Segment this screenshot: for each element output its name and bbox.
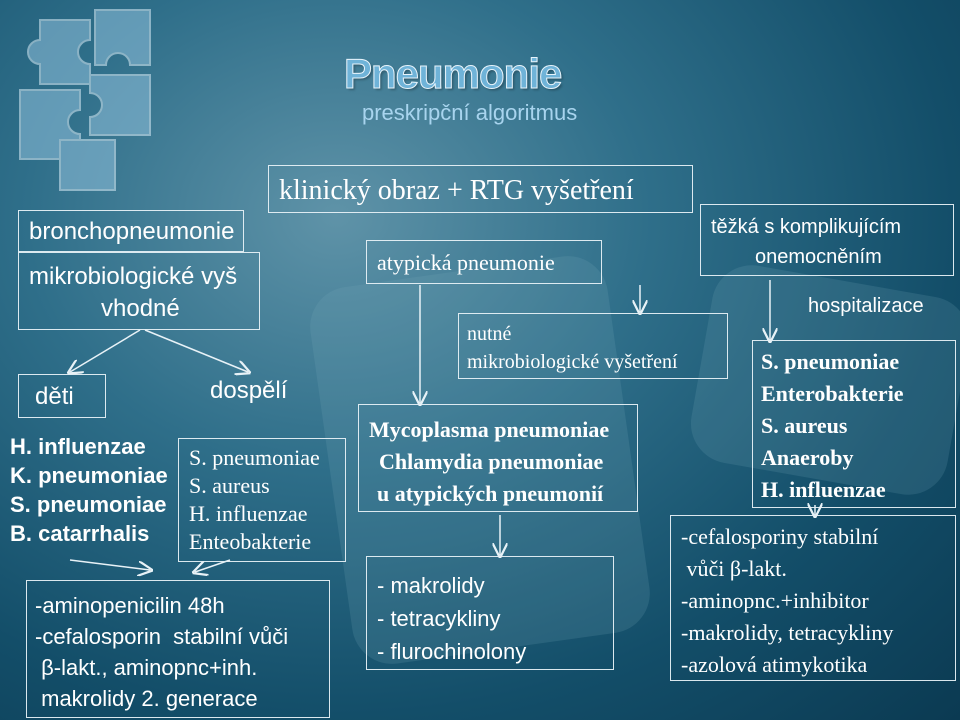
micro-exam-line1: mikrobiologické vyš [29,263,238,290]
micro-required-line2: mikrobiologické vyšetření [467,351,678,373]
micro-required-box [458,313,728,379]
children-pathogen: B. catarrhalis [10,521,150,546]
atypical-pathogen: Mycoplasma pneumoniae [369,417,610,442]
adult-pathogen: S. pneumoniae [189,445,320,470]
left-treatment-item: -cefalosporin stabilní vůči [35,624,289,649]
severe-box [700,204,954,276]
clinical-header-text: klinický obraz + RTG vyšetření [279,175,634,206]
severe-treatment-item: -azolová atimykotika [681,652,868,677]
page-subtitle: preskripční algoritmus [362,100,578,125]
children-box [18,374,106,418]
atypical-treatment-item: - flurochinolony [377,639,527,664]
micro-exam-line2: vhodné [101,295,180,322]
puzzle-logo-icon [0,0,200,200]
severe-treatment-item: -makrolidy, tetracykliny [681,620,894,645]
severe-treatment-item: -aminopnc.+inhibitor [681,588,869,613]
adult-pathogen: H. influenzae [189,501,308,526]
left-treatment-item: makrolidy 2. generace [35,686,258,711]
severe-pathogen: S. aureus [761,413,848,438]
left-treatment-item: -aminopenicilin 48h [35,593,225,618]
atypical-treatment-item: - makrolidy [377,573,485,598]
atypical-label: atypická pneumonie [377,250,555,275]
severe-pathogens-box [752,340,956,508]
atypical-pathogen: u atypických pneumonií [377,481,604,506]
adults-label: dospělí [210,377,288,404]
children-pathogen: K. pneumoniae [10,463,168,488]
micro-required-line1: nutné [467,323,512,345]
atypical-treatment-item: - tetracykliny [377,606,501,631]
children-label: děti [35,383,74,410]
atypical-treatment-box [366,556,614,670]
adult-pathogens-box [178,438,346,562]
page-title: Pneumonie [344,50,562,97]
severe-pathogen: Enterobakterie [761,381,904,406]
severe-pathogen: S. pneumoniae [761,349,900,374]
severe-pathogen: H. influenzae [761,477,886,502]
severe-treatment-item: -cefalosporiny stabilní [681,524,879,549]
children-pathogen: S. pneumoniae [10,492,167,517]
severe-treatment-item: vůči β-lakt. [681,556,787,581]
clinical-header-box [268,165,693,213]
atypical-pathogens-box [358,404,638,512]
severe-line1: těžká s komplikujícím [711,216,902,238]
adult-pathogen: S. aureus [189,473,270,498]
severe-pathogen: Anaeroby [761,445,854,470]
left-treatment-box [26,580,330,718]
children-pathogen: H. influenzae [10,434,146,459]
severe-line2: onemocněním [755,246,882,268]
severe-treatment-box [670,515,956,681]
hospitalization-label: hospitalizace [808,295,924,317]
micro-exam-box [18,252,260,330]
atypical-box [366,240,602,284]
bronchopneumonia-label: bronchopneumonie [29,218,235,245]
adult-pathogen: Enteobakterie [189,529,312,554]
bronchopneumonia-box [18,210,244,252]
atypical-pathogen: Chlamydia pneumoniae [379,449,604,474]
left-treatment-item: β-lakt., aminopnc+inh. [35,655,258,680]
